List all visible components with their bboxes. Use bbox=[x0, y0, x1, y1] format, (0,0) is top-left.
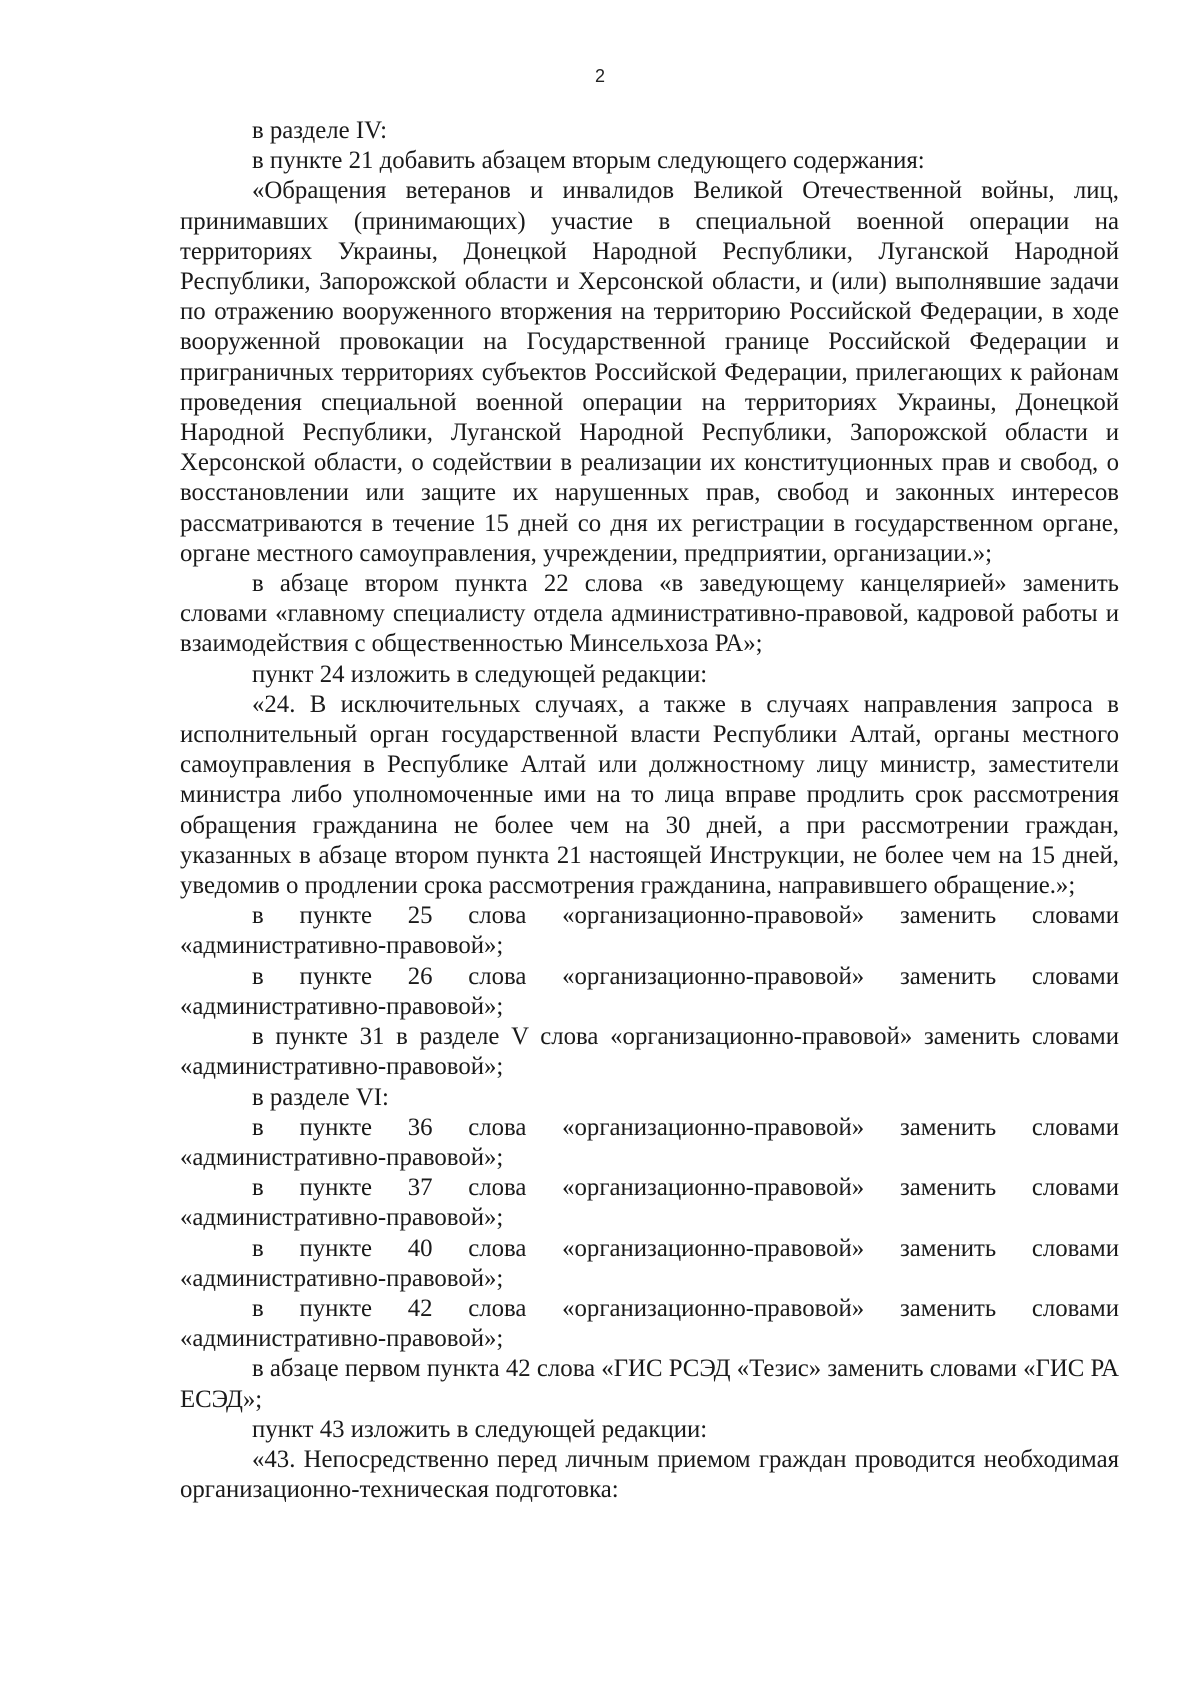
paragraph-item-40: в пункте 40 слова «организационно-правовой» заменить словами «административно-правовой»; bbox=[180, 1234, 1119, 1292]
paragraph-section-vi: в разделе VI: bbox=[252, 1083, 389, 1111]
paragraph-item-43: пункт 43 изложить в следующей редакции: bbox=[252, 1415, 708, 1443]
paragraph-item-21: в пункте 21 добавить абзацем вторым следующего содержания: bbox=[252, 147, 925, 175]
page-number: 2 bbox=[594, 66, 605, 86]
paragraph-item-25: в пункте 25 слова «организационно-правовой» заменить словами «административно-правовой»; bbox=[180, 902, 1119, 960]
paragraph-item-31: в пункте 31 в разделе V слова «организационно-правовой» заменить словами «административно-правовой»; bbox=[180, 1023, 1119, 1081]
paragraph-section-iv: в разделе IV: bbox=[252, 117, 388, 144]
paragraph-item-22: в абзаце втором пункта 22 слова «в заведующему канцелярией» заменить словами «главному специалисту отдела административно-правовой, кадровой работы и взаимодействия с общественностью Минсельхоза РА»; bbox=[180, 570, 1119, 658]
paragraph-quote-24: «24. В исключительных случаях, а также в случаях направления запроса в исполнительный орган государственной власти Республики Алтай, органы местного самоуправления в Республике Алтай или должностному лицу министр, заместители министра либо уполномоченные ими на то лица вправе продлить срок рассмотрения обращения гражданина не более чем на 30 дней, а при рассмотрении граждан, указанных в абзаце втором пункта 21 настоящей Инструкции, не более чем на 15 дней, уведомив о продлении срока рассмотрения гражданина, направившего обращение.»; bbox=[180, 690, 1119, 900]
paragraph-quote-43: «43. Непосредственно перед личным приемом граждан проводится необходимая организационно-техническая подготовка: bbox=[180, 1445, 1119, 1504]
paragraph-item-42-first: в абзаце первом пункта 42 слова «ГИС РСЭД «Тезис» заменить словами «ГИС РА ЕСЭД»; bbox=[180, 1355, 1119, 1413]
paragraph-quote-veterans: «Обращения ветеранов и инвалидов Великой Отечественной войны, лиц, принимавших (принимающих) участие в специальной военной операции на территориях Украины, Донецкой Народной Республики, Луганской Народной Республики, Запорожской области и Херсонской области, и (или) выполнявшие задачи по отражению вооруженного вторжения на территорию Российской Федерации, в ходе вооруженной провокации на Государственной границе Российской Федерации и приграничных территориях субъектов Российской Федерации, прилегающих к районам проведения специальной военной операции на территориях Украины, Донецкой Народной Республики, Луганской Народной Республики, Запорожской области и Херсонской области, о содействии в реализации их конституционных прав и свобод, о восстановлении или защите их нарушенных прав, свобод и законных интересов рассматриваются в течение 15 дней со дня их регистрации в государственном органе, органе местного самоуправления, учреждении, предприятии, организации.»; bbox=[180, 177, 1119, 567]
paragraph-item-37: в пункте 37 слова «организационно-правовой» заменить словами «административно-правовой»; bbox=[180, 1174, 1119, 1232]
paragraph-item-24: пункт 24 изложить в следующей редакции: bbox=[252, 660, 708, 688]
paragraph-item-36: в пункте 36 слова «организационно-правовой» заменить словами «административно-правовой»; bbox=[180, 1113, 1119, 1171]
paragraph-item-26: в пункте 26 слова «организационно-правовой» заменить словами «административно-правовой»; bbox=[180, 962, 1119, 1020]
paragraph-item-42: в пункте 42 слова «организационно-правовой» заменить словами «административно-правовой»; bbox=[180, 1294, 1119, 1353]
document-body bbox=[180, 116, 1119, 1505]
